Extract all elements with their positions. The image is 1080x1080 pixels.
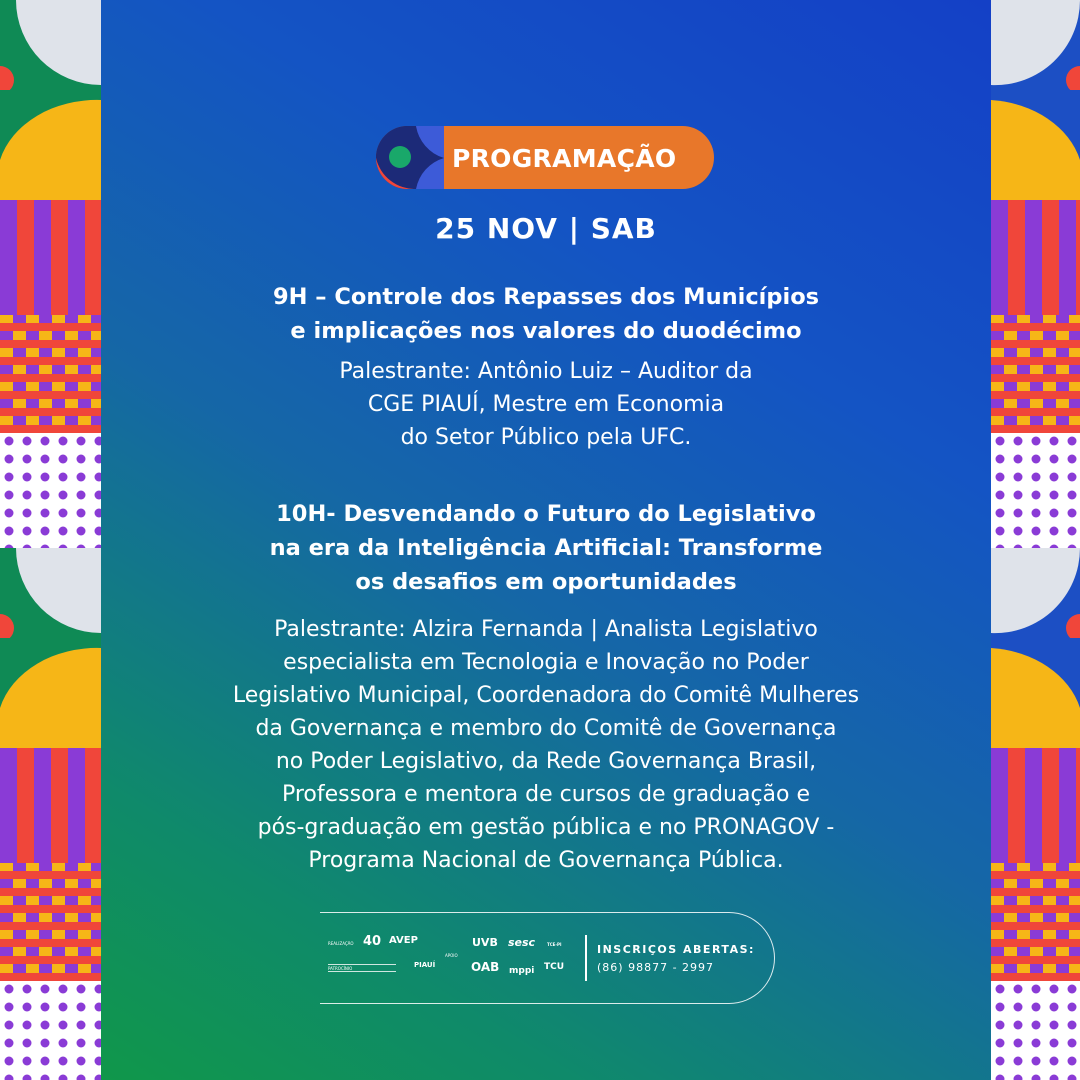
badge-label: PROGRAMAÇÃO — [452, 144, 677, 173]
event-date: 25 NOV | SAB — [435, 212, 657, 245]
event-logo-icon — [376, 126, 444, 189]
session-2-speaker-line: Legislativo Municipal, Coordenadora do Comitê Mulheres — [232, 683, 860, 708]
session-2-speaker-line: especialista em Tecnologia e Inovação no Poder — [283, 650, 809, 675]
session-2-speaker-line: Professora e mentora de cursos de graduação e — [281, 782, 811, 807]
session-2-title — [101, 497, 991, 599]
uvb-logo: UVB — [472, 936, 498, 949]
sesc-logo: sesc — [508, 936, 536, 949]
session-2-title-line: os desafios em oportunidades — [355, 569, 737, 595]
avep-logo: AVEP — [389, 935, 418, 946]
session-2-speaker-line: pós-graduação em gestão pública e no PRONAGOV - — [257, 815, 835, 840]
patrocinio-label: PATROCÍNIO — [328, 966, 353, 971]
tce-pi-logo: TCE-PI — [547, 942, 562, 947]
right-pattern-graphic — [991, 0, 1080, 1080]
session-1-speaker-line: Palestrante: Antônio Luiz – Auditor da — [339, 359, 753, 384]
camara-logo — [328, 964, 396, 972]
session-1-title-line: e implicações nos valores do duodécimo — [290, 318, 802, 344]
session-2-speaker-line: Palestrante: Alzira Fernanda | Analista Legislativo — [274, 617, 818, 642]
sponsor-logos — [326, 928, 576, 988]
programacao-badge — [376, 126, 714, 189]
realizacao-label: REALIZAÇÃO — [328, 941, 354, 946]
registration-title: INSCRIÇOS ABERTAS: — [597, 943, 755, 956]
oab-logo: OAB — [471, 960, 500, 974]
session-1-speaker-line: do Setor Público pela UFC. — [400, 425, 692, 450]
piaui-logo: PIAUÍ — [414, 961, 436, 969]
left-pattern-strip — [0, 0, 101, 1080]
right-pattern-strip — [991, 0, 1080, 1080]
session-2-speaker-line: Programa Nacional de Governança Pública. — [308, 848, 784, 873]
session-2-speaker — [101, 613, 991, 877]
tcu-logo: TCU — [544, 962, 565, 972]
left-pattern-graphic — [0, 0, 101, 1080]
footer-divider — [585, 935, 587, 981]
session-2-speaker-line: no Poder Legislativo, da Rede Governança Brasil, — [275, 749, 817, 774]
session-2-title-line: 10H- Desvendando o Futuro do Legislativo — [276, 501, 816, 527]
session-2-speaker-line: da Governança e membro do Comitê de Governança — [255, 716, 837, 741]
mppi-logo: mppi — [509, 966, 535, 976]
session-1-title — [101, 280, 991, 348]
avep-40-logo: 40 — [363, 934, 382, 949]
session-1-title-line: 9H – Controle dos Repasses dos Municípios — [272, 284, 820, 310]
registration-phone: (86) 98877 - 2997 — [597, 961, 715, 974]
session-1-speaker-line: CGE PIAUÍ, Mestre em Economia — [367, 392, 725, 417]
apoio-label: APOIO — [445, 953, 458, 958]
session-1-speaker — [101, 355, 991, 454]
session-2-title-line: na era da Inteligência Artificial: Transforme — [269, 535, 823, 561]
